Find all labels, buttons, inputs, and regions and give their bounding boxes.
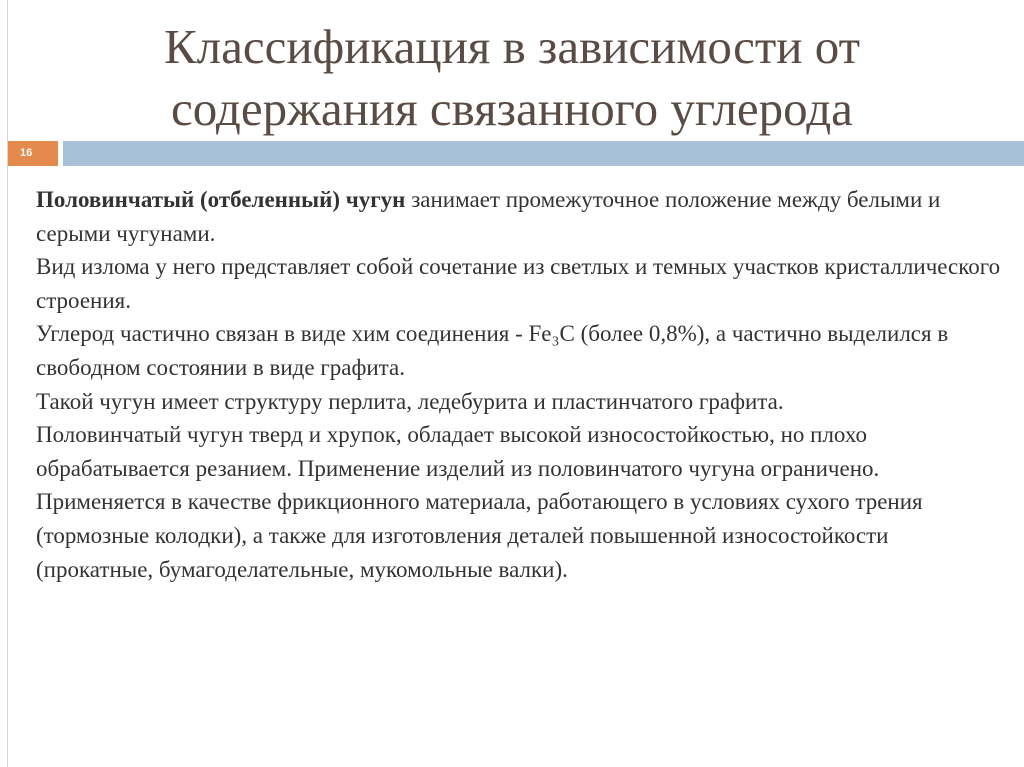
term-bold: Половинчатый (отбеленный) чугун: [36, 187, 406, 212]
paragraph-1: [36, 183, 1006, 250]
title-line-1: Классификация в зависимости от: [163, 19, 861, 74]
paragraph-1-text: занимает промежуточное положение между белыми и серыми чугунами.: [36, 187, 941, 246]
title-line-2: содержания связанного углерода: [171, 81, 853, 136]
paragraph-3: Углерод частично связан в виде хим соединения - Fe₃C (более 0,8%), а частично выделился в свободном состоянии в виде графита.: [36, 321, 949, 380]
paragraph-2: Вид излома у него представляет собой сочетание из светлых и темных участков кристаллического строения.: [36, 254, 1001, 313]
slide-title: [40, 16, 984, 140]
slide-number-bar: [0, 141, 1024, 166]
slide-number: 16: [8, 141, 58, 166]
decorative-bar: [63, 141, 1024, 166]
paragraph-4: Такой чугун имеет структуру перлита, ледебурита и пластинчатого графита.: [36, 388, 784, 414]
paragraph-6: Применяется в качестве фрикционного материала, работающего в условиях сухого трения (тормозные колодки), а также для изготовления деталей повышенной износостойкости (прокатные, бумагоделательные, мукомольные валки).: [36, 489, 923, 582]
paragraph-5: Половинчатый чугун тверд и хрупок, обладает высокой износостойкостью, но плохо обрабатывается резанием. Применение изделий из половинчатого чугуна ограничено.: [36, 422, 880, 481]
body-text: [36, 183, 1006, 586]
